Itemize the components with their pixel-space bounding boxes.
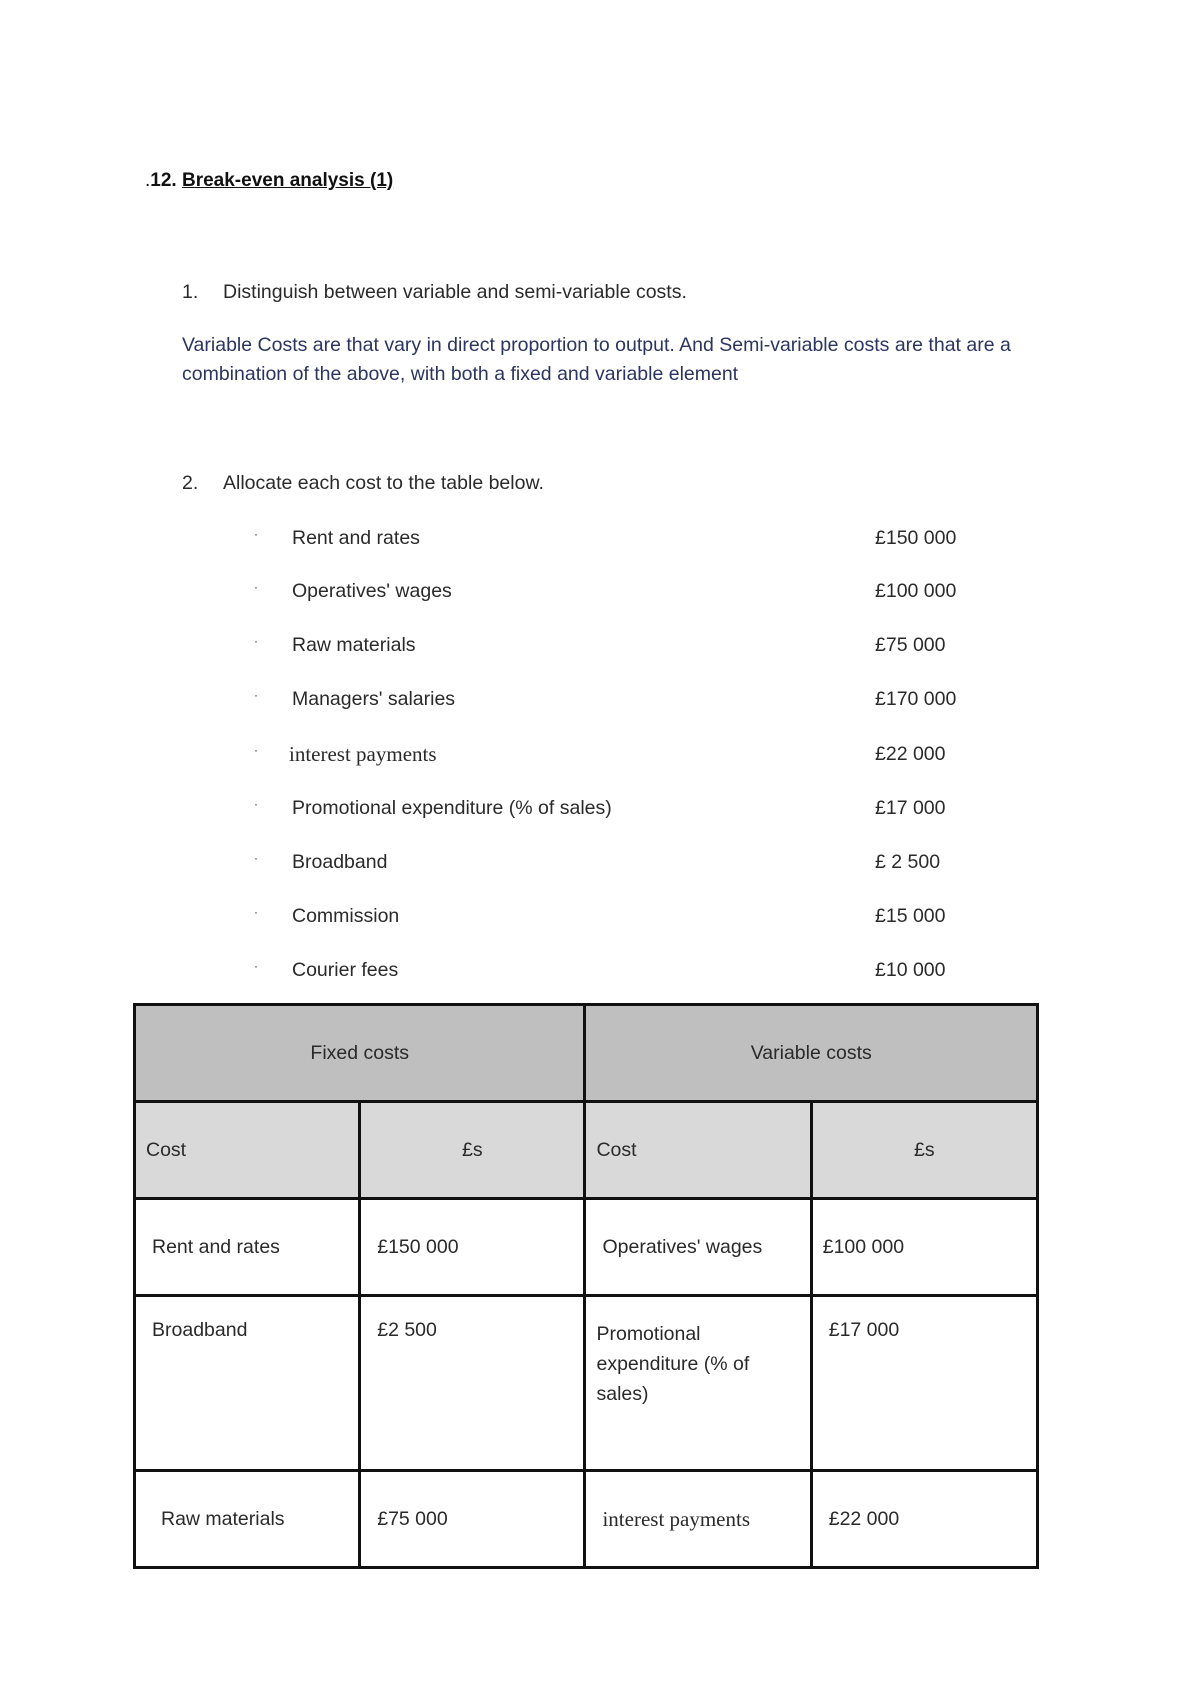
cost-value: £ 2 500	[875, 851, 941, 873]
table-cell	[360, 1199, 585, 1296]
cell-text: £75 000	[377, 1507, 448, 1530]
table-row	[135, 1199, 1038, 1296]
list-item	[254, 634, 974, 664]
cell-text: £2 500	[377, 1319, 437, 1341]
list-item	[254, 688, 974, 718]
table-row	[135, 1471, 1038, 1568]
cost-label: Operatives' wages	[292, 580, 452, 602]
cost-value: £10 000	[875, 959, 946, 981]
cost-value: £15 000	[875, 905, 946, 927]
cell-text: Broadband	[152, 1319, 248, 1341]
table-cell	[811, 1296, 1037, 1471]
heading-dot: .	[145, 170, 151, 191]
table-cell	[811, 1199, 1037, 1296]
question-2-text: Allocate each cost to the table below.	[223, 472, 544, 494]
table-column-header-row	[135, 1102, 1038, 1199]
question-2	[182, 472, 544, 495]
bullet-icon: ·	[254, 580, 258, 594]
cost-label: Courier fees	[292, 959, 399, 981]
cost-value: £17 000	[875, 797, 946, 819]
table-group-header-row	[135, 1005, 1038, 1102]
table-cell	[360, 1471, 585, 1568]
bullet-icon: ·	[254, 797, 258, 811]
table-cell	[585, 1296, 811, 1471]
bullet-icon: ·	[254, 905, 258, 919]
cell-text: Promotional expenditure (% of sales)	[596, 1323, 750, 1405]
table-cell	[811, 1471, 1037, 1568]
cost-value: £75 000	[875, 634, 946, 656]
bullet-icon: ·	[254, 634, 258, 648]
page-heading	[145, 170, 393, 192]
list-item	[254, 527, 974, 557]
cost-value: £100 000	[875, 580, 957, 602]
cost-label: Commission	[292, 905, 400, 927]
fixed-costs-header: Fixed costs	[135, 1005, 585, 1102]
cell-text: £17 000	[828, 1319, 900, 1341]
list-item	[254, 743, 974, 773]
table-row	[135, 1296, 1038, 1471]
table-cell	[585, 1199, 811, 1296]
table-cell	[135, 1471, 360, 1568]
question-2-number: 2.	[182, 472, 199, 494]
list-item	[254, 851, 974, 881]
bullet-icon: ·	[254, 851, 258, 865]
bullet-icon: ·	[254, 688, 258, 702]
list-item	[254, 580, 974, 610]
cost-label: interest payments	[289, 742, 437, 766]
list-item	[254, 959, 974, 989]
bullet-icon: ·	[254, 743, 258, 757]
cost-label: Rent and rates	[292, 527, 420, 549]
cost-label: Broadband	[292, 851, 388, 873]
table-cell	[360, 1296, 585, 1471]
bullet-icon: ·	[254, 959, 258, 973]
cell-text: Rent and rates	[152, 1235, 280, 1258]
cell-text: £100 000	[822, 1235, 905, 1258]
cost-value: £22 000	[875, 743, 946, 765]
cell-text: Operatives' wages	[602, 1235, 763, 1258]
answer-1: Variable Costs are that vary in direct proportion to output. And Semi-variable costs are that are a combination of the above, with both a fixed and variable element	[182, 334, 1011, 385]
question-1-text: Distinguish between variable and semi-variable costs.	[223, 281, 687, 303]
heading-title: Break-even analysis (1)	[181, 170, 394, 191]
table-cell	[135, 1296, 360, 1471]
column-header-pounds: £s	[811, 1102, 1037, 1199]
table-cell	[585, 1471, 811, 1568]
cost-value: £170 000	[875, 688, 957, 710]
table-cell	[135, 1199, 360, 1296]
question-1	[182, 281, 687, 304]
bullet-icon: ·	[254, 527, 258, 541]
column-header-pounds: £s	[360, 1102, 585, 1199]
cell-text: Raw materials	[161, 1507, 285, 1530]
column-header-cost: Cost	[135, 1102, 360, 1199]
cost-label: Promotional expenditure (% of sales)	[292, 797, 612, 819]
cell-text: interest payments	[602, 1506, 751, 1531]
cost-value: £150 000	[875, 527, 957, 549]
cost-label: Raw materials	[292, 634, 416, 656]
heading-number: 12.	[150, 170, 177, 191]
question-1-number: 1.	[182, 281, 199, 303]
variable-costs-header: Variable costs	[585, 1005, 1038, 1102]
list-item	[254, 905, 974, 935]
cost-label: Managers' salaries	[292, 688, 456, 710]
list-item	[254, 797, 974, 827]
column-header-cost: Cost	[585, 1102, 811, 1199]
cell-text: £22 000	[828, 1507, 900, 1530]
cost-allocation-table	[133, 1003, 1039, 1569]
cell-text: £150 000	[377, 1235, 459, 1258]
